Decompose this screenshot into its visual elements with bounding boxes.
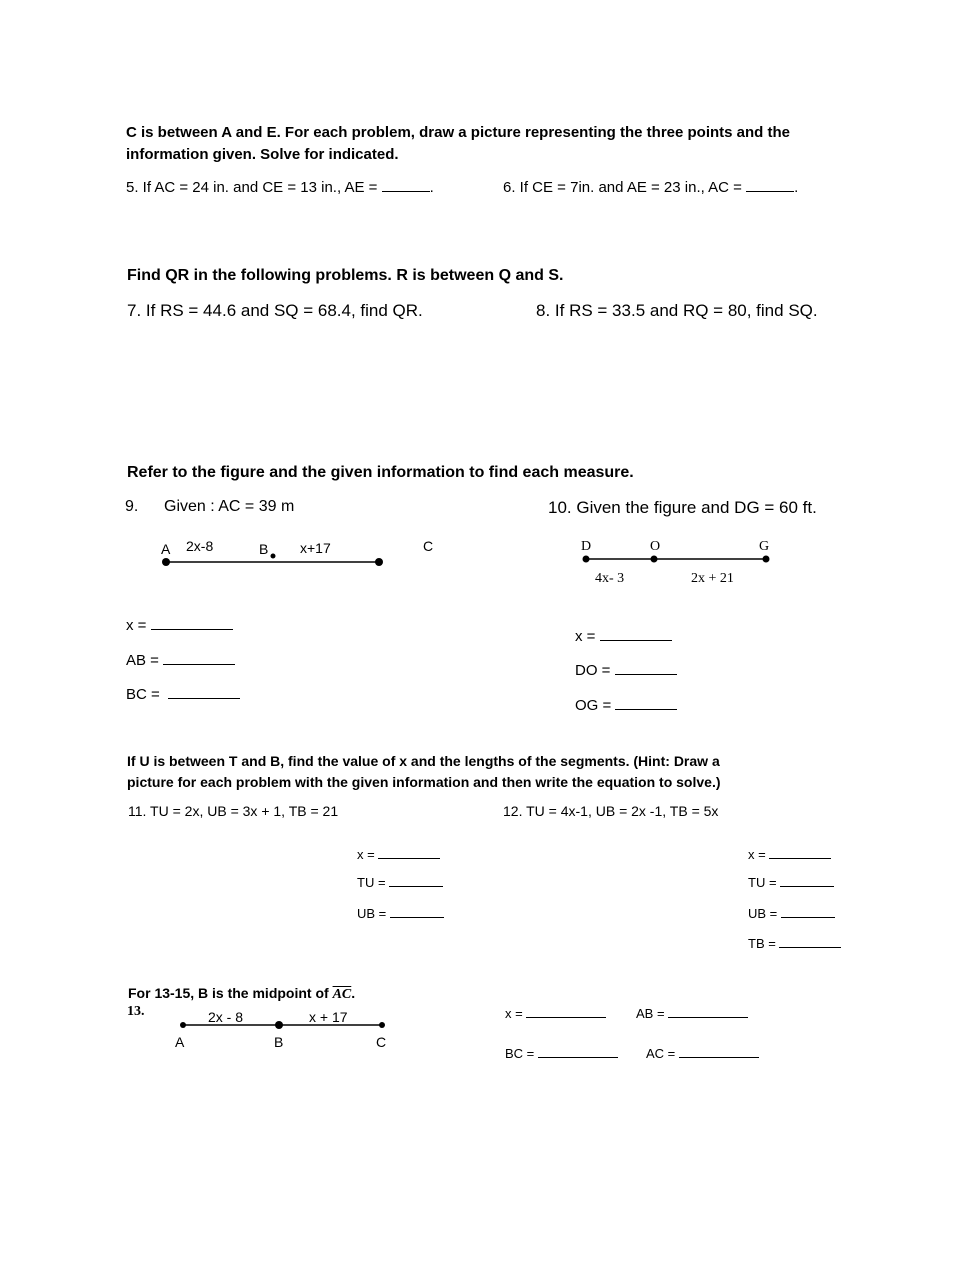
problem-6-period: . (794, 179, 799, 196)
section-5-heading-period: . (351, 985, 356, 1001)
section-4-line-2: picture for each problem with the given information and then write the equation to solve.) (127, 774, 721, 790)
answer-13-bc (505, 1045, 618, 1061)
problem-8: 8. If RS = 33.5 and RQ = 80, find SQ. (536, 301, 818, 320)
answer-label: AB = (636, 1006, 665, 1021)
section-5-heading-text: For 13-15, B is the midpoint of (128, 985, 333, 1001)
problem-13-number: 13. (127, 1004, 145, 1019)
figure-9-label-a: A (161, 541, 171, 557)
instructions-line-2: information given. Solve for indicated. (126, 146, 399, 163)
figure-10-label-seg2: 2x + 21 (691, 571, 734, 586)
segment-ac-notation: $\overline{AC}$ (332, 987, 352, 1002)
section-2-heading: Find QR in the following problems. R is between Q and S. (127, 267, 564, 284)
problem-9-text: Given : AC = 39 m (164, 498, 295, 515)
answer-blank (538, 1045, 618, 1058)
answer-blank (526, 1005, 606, 1018)
answer-label: TU = (748, 875, 777, 890)
problem-5-text: 5. If AC = 24 in. and CE = 13 in., AE = (126, 179, 382, 196)
figure-13-label-seg1: 2x - 8 (208, 1009, 244, 1025)
figure-9-label-seg2: x+17 (300, 540, 331, 556)
problem-12: 12. TU = 4x-1, UB = 2x -1, TB = 5x (503, 803, 719, 819)
answer-label: TU = (357, 875, 386, 890)
answer-label: x = (505, 1006, 523, 1021)
figure-10-label-d: D (581, 539, 592, 554)
figure-10-label-o: O (650, 539, 661, 554)
figure-13-label-seg2: x + 17 (309, 1009, 348, 1025)
answer-label: OG = (575, 697, 612, 714)
section-3-heading: Refer to the figure and the given information to find each measure. (127, 464, 634, 481)
instructions-line-1: C is between A and E. For each problem, draw a picture representing the three points and the (126, 124, 791, 141)
figure-9-label-seg1: 2x-8 (186, 538, 214, 554)
figure-10-label-seg1: 4x- 3 (595, 571, 625, 586)
answer-blank (668, 1005, 748, 1018)
answer-label: x = (357, 847, 375, 862)
problem-10: 10. Given the figure and DG = 60 ft. (548, 498, 817, 517)
problem-9-number: 9. (125, 498, 139, 515)
answer-label: x = (126, 617, 147, 634)
figure-13-label-a: A (175, 1034, 185, 1050)
figure-13-label-b: B (274, 1034, 284, 1050)
figure-13-point-b (275, 1021, 283, 1029)
figure-13-point-a (180, 1022, 186, 1028)
figure-10-label-g: G (759, 539, 770, 554)
problem-5-period: . (429, 179, 434, 196)
problem-6-text: 6. If CE = 7in. and AE = 23 in., AC = (503, 179, 747, 196)
answer-label: UB = (748, 906, 778, 921)
figure-9-label-c: C (423, 538, 434, 554)
answer-label: x = (748, 847, 766, 862)
section-4-line-1: If U is between T and B, find the value of x and the lengths of the segments. (Hint: Draw a (127, 753, 720, 769)
figure-13-label-c: C (376, 1034, 387, 1050)
answer-13-x (505, 1005, 606, 1021)
figure-13-point-c (379, 1022, 385, 1028)
answer-label: BC = (126, 686, 160, 703)
answer-13-ac (646, 1045, 759, 1061)
problem-7: 7. If RS = 44.6 and SQ = 68.4, find QR. (127, 301, 423, 320)
answer-label: AB = (126, 652, 159, 669)
figure-9-label-b: B (259, 541, 269, 557)
answer-label: TB = (748, 936, 776, 951)
answer-label: BC = (505, 1046, 535, 1061)
answer-13-ab (636, 1005, 748, 1021)
answer-label: UB = (357, 906, 387, 921)
answer-blank (679, 1045, 759, 1058)
problem-11: 11. TU = 2x, UB = 3x + 1, TB = 21 (128, 803, 339, 819)
answer-label: AC = (646, 1046, 676, 1061)
answer-label: x = (575, 628, 596, 645)
answer-label: DO = (575, 662, 611, 679)
